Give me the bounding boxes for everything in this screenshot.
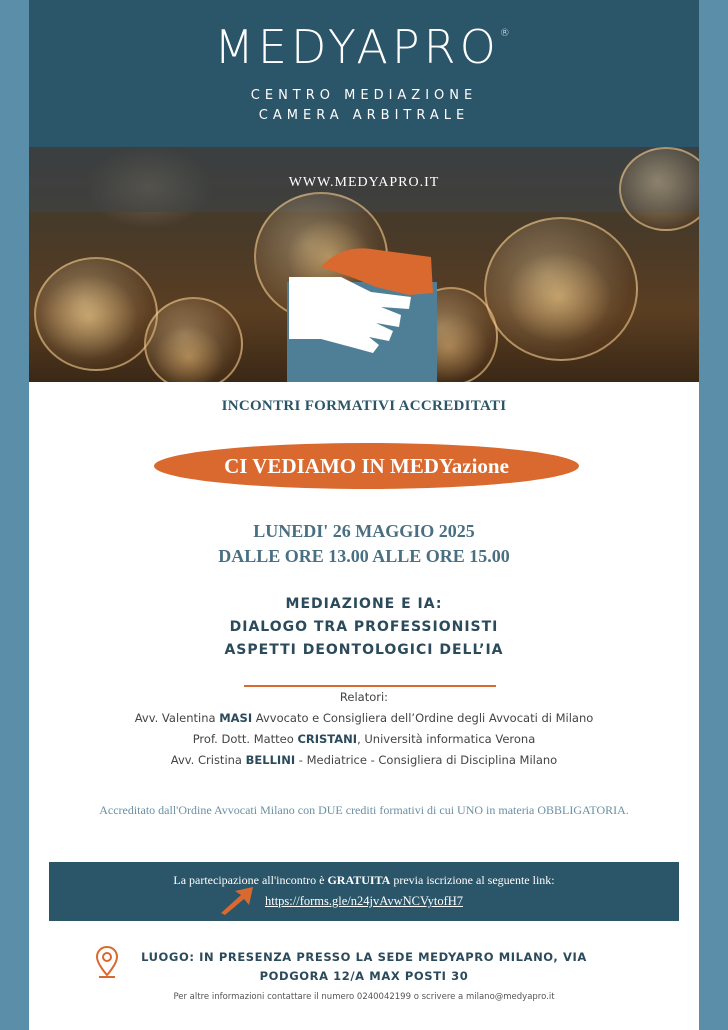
speaker-role: Avvocato e Consigliera dell’Ordine degli Avvocati di Milano bbox=[252, 711, 594, 725]
hero-image bbox=[29, 147, 699, 382]
topic-line-1: MEDIAZIONE E IA: bbox=[285, 596, 443, 612]
speaker-surname: CRISTANI bbox=[297, 732, 358, 746]
registered-mark: ® bbox=[499, 28, 514, 39]
speaker-name: Prof. Dott. Matteo bbox=[192, 732, 298, 746]
event-title-badge bbox=[154, 443, 579, 489]
bulb-shape bbox=[144, 297, 243, 382]
speaker-surname: MASI bbox=[219, 711, 253, 725]
event-category: INCONTRI FORMATIVI ACCREDITATI bbox=[221, 398, 507, 414]
handshake-icon bbox=[281, 237, 441, 382]
tagline-arbitrale: CAMERA ARBITRALE bbox=[258, 108, 470, 123]
logo-text: MEDYAPRO bbox=[214, 20, 500, 74]
registration-text-end: previa iscrizione al seguente link: bbox=[390, 873, 555, 887]
flyer-sheet bbox=[29, 0, 699, 1030]
event-time: DALLE ORE 13.00 ALLE ORE 15.00 bbox=[218, 546, 510, 566]
logo bbox=[29, 20, 699, 74]
speaker-item bbox=[29, 753, 699, 767]
location-line-1: LUOGO: IN PRESENZA PRESSO LA SEDE MEDYAPRO MILANO, VIA bbox=[141, 950, 587, 964]
location-line-2: PODGORA 12/A MAX POSTI 30 bbox=[259, 969, 469, 983]
accreditation-note: Accreditato dall'Ordine Avvocati Milano con DUE crediti formativi di cui UNO in materia OBBLIGATORIA. bbox=[99, 803, 629, 817]
bulb-shape bbox=[484, 217, 638, 361]
event-title: CI VEDIAMO IN MEDYazione bbox=[224, 454, 509, 478]
registration-free-label: GRATUITA bbox=[327, 873, 391, 887]
registration-banner bbox=[49, 862, 679, 921]
tagline-mediazione: CENTRO MEDIAZIONE bbox=[250, 88, 478, 103]
registration-text bbox=[49, 873, 679, 888]
registration-link[interactable]: https://forms.gle/n24jvAvwNCVytofH7 bbox=[264, 894, 464, 908]
header bbox=[29, 0, 699, 147]
registration-text-start: La partecipazione all'incontro è bbox=[173, 873, 328, 887]
website-url[interactable]: WWW.MEDYAPRO.IT bbox=[288, 175, 440, 190]
speaker-item bbox=[29, 732, 699, 746]
topic-line-2: DIALOGO TRA PROFESSIONISTI bbox=[229, 619, 499, 635]
topic-line-3: ASPETTI DEONTOLOGICI DELL’IA bbox=[224, 642, 504, 658]
speakers-heading: Relatori: bbox=[339, 690, 389, 704]
speaker-role: , Università informatica Verona bbox=[357, 732, 536, 746]
event-date: LUNEDI' 26 MAGGIO 2025 bbox=[253, 521, 475, 541]
speaker-role: - Mediatrice - Consigliera di Disciplina Milano bbox=[295, 753, 558, 767]
speaker-surname: BELLINI bbox=[245, 753, 296, 767]
speaker-name: Avv. Valentina bbox=[134, 711, 220, 725]
bulb-shape bbox=[34, 257, 158, 371]
speaker-name: Avv. Cristina bbox=[170, 753, 246, 767]
divider bbox=[244, 685, 496, 687]
contact-info: Per altre informazioni contattare il numero 0240042199 o scrivere a milano@medyapro.it bbox=[173, 992, 555, 1002]
speaker-item bbox=[29, 711, 699, 725]
